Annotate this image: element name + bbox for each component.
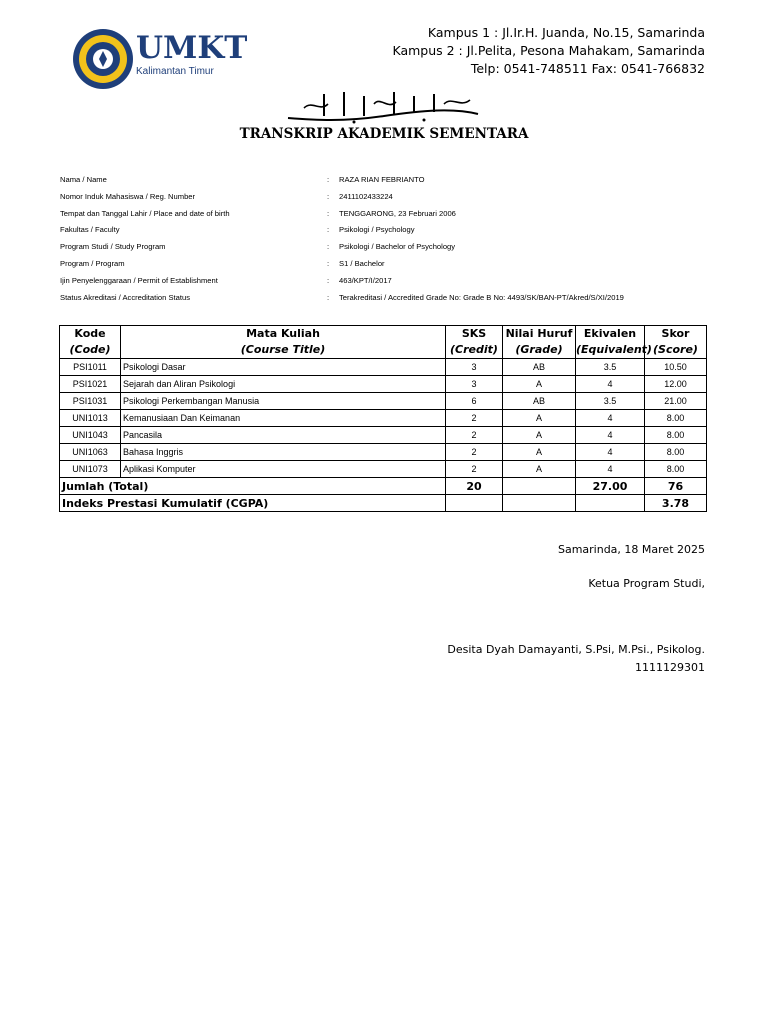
university-logo [72,28,134,90]
course-credit: 3 [446,359,503,376]
course-credit: 2 [446,427,503,444]
total-grade-empty [503,478,576,495]
info-colon: : [327,191,330,201]
info-label: Tempat dan Tanggal Lahir / Place and date of birth [60,208,230,218]
table-row [60,461,707,478]
info-row-reg-number [60,189,720,206]
course-grade: AB [503,393,576,410]
gpa-row [60,495,707,512]
header-score: Skor (Score) [645,326,707,359]
grades-table [59,325,707,512]
info-row-study-program [60,239,720,256]
info-colon: : [327,225,330,235]
gpa-empty [503,495,576,512]
info-row-name [60,172,720,189]
bismillah-calligraphy [284,86,482,126]
course-code: UNI1063 [60,444,121,461]
course-credit: 6 [446,393,503,410]
course-code: UNI1073 [60,461,121,478]
course-equivalent: 4 [576,427,645,444]
logo-wordmark [136,32,247,78]
course-credit: 2 [446,410,503,427]
header-credit: SKS (Credit) [446,326,503,359]
table-row [60,376,707,393]
course-equivalent: 3.5 [576,393,645,410]
info-value: 463/KPT/I/2017 [339,275,392,285]
course-equivalent: 4 [576,444,645,461]
logo-subtitle: Kalimantan Timur [136,66,214,77]
course-score: 10.50 [645,359,707,376]
info-value: RAZA RIAN FEBRIANTO [339,175,425,184]
info-row-permit [60,273,720,290]
course-score: 8.00 [645,444,707,461]
info-row-birth [60,206,720,223]
course-code: UNI1013 [60,410,121,427]
course-code: PSI1021 [60,376,121,393]
info-row-program [60,256,720,273]
info-colon: : [327,242,330,252]
table-header-row [60,326,707,359]
course-score: 8.00 [645,427,707,444]
course-grade: A [503,376,576,393]
header-course-title: Mata Kuliah (Course Title) [121,326,446,359]
info-label: Status Akreditasi / Accreditation Status [60,292,191,302]
gpa-empty [576,495,645,512]
course-equivalent: 4 [576,410,645,427]
student-info [60,172,720,306]
info-colon: : [327,258,330,268]
course-credit: 2 [446,444,503,461]
signature-name: Desita Dyah Damayanti, S.Psi, M.Psi., Psikolog. [447,643,705,656]
course-grade: A [503,461,576,478]
gpa-empty [446,495,503,512]
course-grade: A [503,444,576,461]
info-value: 2411102433224 [339,191,393,201]
table-row [60,444,707,461]
info-label: Nama / Name [60,175,107,184]
course-title: Kemanusiaan Dan Keimanan [121,410,446,427]
info-value: Psikologi / Bachelor of Psychology [339,242,456,252]
gpa-label: Indeks Prestasi Kumulatif (CGPA) [60,495,446,512]
course-equivalent: 4 [576,376,645,393]
address-line: Kampus 1 : Jl.Ir.H. Juanda, No.15, Samarinda [427,25,705,40]
info-label: Program Studi / Study Program [60,242,166,252]
course-score: 8.00 [645,410,707,427]
course-equivalent: 3.5 [576,359,645,376]
info-value: TENGGARONG, 23 Februari 2006 [339,208,456,218]
logo-name: UMKT [136,30,248,66]
table-row [60,427,707,444]
course-title: Psikologi Dasar [121,359,446,376]
course-credit: 2 [446,461,503,478]
gpa-value: 3.78 [645,495,707,512]
course-score: 8.00 [645,461,707,478]
info-label: Program / Program [60,258,125,268]
course-score: 12.00 [645,376,707,393]
total-credit: 20 [446,478,503,495]
course-credit: 3 [446,376,503,393]
course-title: Psikologi Perkembangan Manusia [121,393,446,410]
course-grade: A [503,410,576,427]
header-code: Kode (Code) [60,326,121,359]
info-label: Fakultas / Faculty [60,225,120,235]
info-colon: : [327,275,330,285]
total-score: 76 [645,478,707,495]
course-grade: AB [503,359,576,376]
course-title: Aplikasi Komputer [121,461,446,478]
course-equivalent: 4 [576,461,645,478]
header-grade: Nilai Huruf (Grade) [503,326,576,359]
total-label: Jumlah (Total) [60,478,446,495]
info-colon: : [327,175,330,184]
info-label: Ijin Penyelenggaraan / Permit of Establishment [60,275,218,285]
info-label: Nomor Induk Mahasiswa / Reg. Number [60,191,196,201]
signature-id-number: 1111129301 [635,661,705,674]
course-code: UNI1043 [60,427,121,444]
table-row [60,359,707,376]
header-equivalent: Ekivalen (Equivalent) [576,326,645,359]
signature-role: Ketua Program Studi, [588,577,705,590]
campus-address [392,24,705,78]
course-title: Bahasa Inggris [121,444,446,461]
course-code: PSI1011 [60,359,121,376]
course-code: PSI1031 [60,393,121,410]
signature-place-date: Samarinda, 18 Maret 2025 [557,543,705,556]
total-row [60,478,707,495]
course-grade: A [503,427,576,444]
info-colon: : [327,292,330,302]
table-row [60,393,707,410]
info-value: Psikologi / Psychology [339,225,415,235]
course-title: Pancasila [121,427,446,444]
document-title: TRANSKRIP AKADEMIK SEMENTARA [239,126,529,142]
contact-line: Telp: 0541-748511 Fax: 0541-766832 [470,61,705,76]
course-score: 21.00 [645,393,707,410]
course-title: Sejarah dan Aliran Psikologi [121,376,446,393]
info-row-faculty [60,222,720,239]
info-colon: : [327,208,330,218]
info-row-accreditation [60,290,720,307]
total-equivalent: 27.00 [576,478,645,495]
info-value: S1 / Bachelor [339,258,385,268]
info-value: Terakreditasi / Accredited Grade No: Grade B No: 4493/SK/BAN-PT/Akred/S/XI/2019 [339,292,624,302]
address-line: Kampus 2 : Jl.Pelita, Pesona Mahakam, Samarinda [392,43,705,58]
table-row [60,410,707,427]
